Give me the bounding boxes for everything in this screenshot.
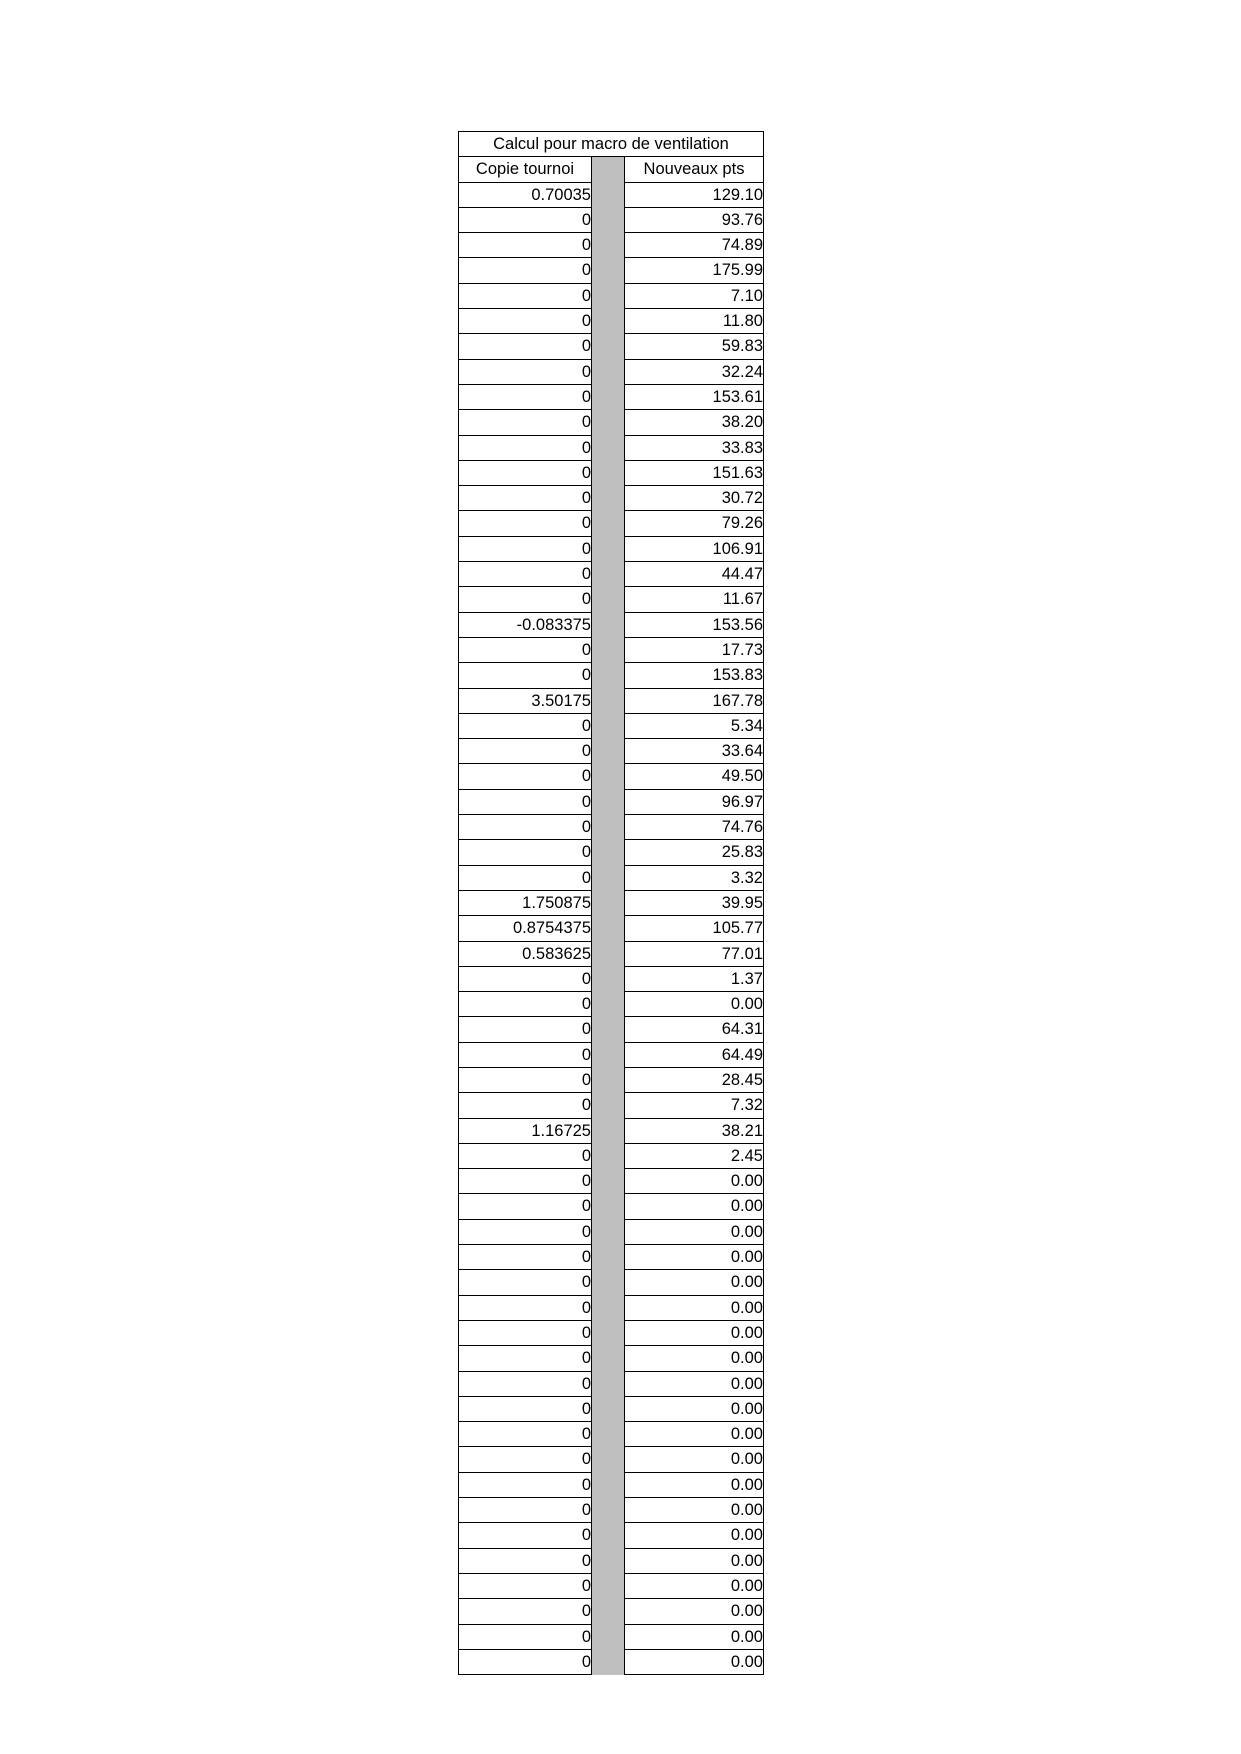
cell-copie-tournoi[interactable]: 0 bbox=[459, 815, 592, 840]
separator-strip bbox=[592, 587, 625, 612]
cell-nouveaux-pts[interactable]: 153.61 bbox=[625, 384, 764, 409]
separator-strip bbox=[592, 359, 625, 384]
cell-nouveaux-pts[interactable]: 0.00 bbox=[625, 1270, 764, 1295]
separator-strip bbox=[592, 410, 625, 435]
cell-copie-tournoi[interactable]: 0 bbox=[459, 1599, 592, 1624]
cell-nouveaux-pts[interactable]: 0.00 bbox=[625, 1219, 764, 1244]
cell-nouveaux-pts[interactable]: 30.72 bbox=[625, 486, 764, 511]
separator-strip bbox=[592, 435, 625, 460]
cell-nouveaux-pts[interactable]: 11.67 bbox=[625, 587, 764, 612]
cell-nouveaux-pts[interactable]: 93.76 bbox=[625, 207, 764, 232]
table-row bbox=[459, 1320, 764, 1345]
cell-nouveaux-pts[interactable]: 64.31 bbox=[625, 1017, 764, 1042]
cell-copie-tournoi[interactable]: 0 bbox=[459, 1649, 592, 1674]
table-row bbox=[459, 1346, 764, 1371]
table-row bbox=[459, 1143, 764, 1168]
cell-nouveaux-pts[interactable]: 77.01 bbox=[625, 941, 764, 966]
cell-nouveaux-pts[interactable]: 1.37 bbox=[625, 966, 764, 991]
table-row bbox=[459, 612, 764, 637]
cell-nouveaux-pts[interactable]: 0.00 bbox=[625, 1447, 764, 1472]
cell-copie-tournoi[interactable]: 0 bbox=[459, 1498, 592, 1523]
table-row bbox=[459, 384, 764, 409]
table-row bbox=[459, 182, 764, 207]
cell-copie-tournoi[interactable]: 0 bbox=[459, 1523, 592, 1548]
separator-strip bbox=[592, 612, 625, 637]
cell-nouveaux-pts[interactable]: 0.00 bbox=[625, 1624, 764, 1649]
separator-strip bbox=[592, 258, 625, 283]
separator-strip bbox=[592, 1498, 625, 1523]
table-row bbox=[459, 1472, 764, 1497]
cell-nouveaux-pts[interactable]: 0.00 bbox=[625, 1422, 764, 1447]
table-row bbox=[459, 1169, 764, 1194]
table-row bbox=[459, 764, 764, 789]
table-row bbox=[459, 1245, 764, 1270]
table-row bbox=[459, 587, 764, 612]
separator-strip bbox=[592, 207, 625, 232]
separator-strip bbox=[592, 1270, 625, 1295]
table-row bbox=[459, 789, 764, 814]
cell-nouveaux-pts[interactable]: 0.00 bbox=[625, 1649, 764, 1674]
table-row bbox=[459, 890, 764, 915]
cell-nouveaux-pts[interactable]: 0.00 bbox=[625, 1245, 764, 1270]
cell-nouveaux-pts[interactable]: 167.78 bbox=[625, 688, 764, 713]
cell-nouveaux-pts[interactable]: 3.32 bbox=[625, 865, 764, 890]
cell-copie-tournoi[interactable]: 0 bbox=[459, 233, 592, 258]
cell-nouveaux-pts[interactable]: 96.97 bbox=[625, 789, 764, 814]
separator-strip bbox=[592, 1169, 625, 1194]
table-row bbox=[459, 1371, 764, 1396]
cell-copie-tournoi[interactable]: 0 bbox=[459, 435, 592, 460]
cell-copie-tournoi[interactable]: 0 bbox=[459, 486, 592, 511]
cell-nouveaux-pts[interactable]: 11.80 bbox=[625, 309, 764, 334]
separator-strip bbox=[592, 865, 625, 890]
ventilation-table bbox=[458, 131, 764, 1675]
cell-nouveaux-pts[interactable]: 64.49 bbox=[625, 1042, 764, 1067]
cell-copie-tournoi[interactable]: 0 bbox=[459, 865, 592, 890]
table-row bbox=[459, 1498, 764, 1523]
separator-strip bbox=[592, 1573, 625, 1598]
separator-strip bbox=[592, 233, 625, 258]
cell-copie-tournoi[interactable]: 0 bbox=[459, 384, 592, 409]
separator-strip bbox=[592, 1649, 625, 1674]
header-row bbox=[459, 157, 764, 182]
table-title: Calcul pour macro de ventilation bbox=[459, 132, 764, 157]
cell-nouveaux-pts[interactable]: 105.77 bbox=[625, 916, 764, 941]
cell-copie-tournoi[interactable]: 0 bbox=[459, 992, 592, 1017]
separator-strip bbox=[592, 688, 625, 713]
separator-strip bbox=[592, 1472, 625, 1497]
cell-nouveaux-pts[interactable]: 0.00 bbox=[625, 1498, 764, 1523]
table-row bbox=[459, 1067, 764, 1092]
separator-strip bbox=[592, 992, 625, 1017]
table-row bbox=[459, 511, 764, 536]
cell-copie-tournoi[interactable]: 1.750875 bbox=[459, 890, 592, 915]
cell-copie-tournoi[interactable]: 0 bbox=[459, 1067, 592, 1092]
cell-nouveaux-pts[interactable]: 0.00 bbox=[625, 1396, 764, 1421]
cell-copie-tournoi[interactable]: 0 bbox=[459, 637, 592, 662]
table-row bbox=[459, 1548, 764, 1573]
cell-copie-tournoi[interactable]: 0 bbox=[459, 1017, 592, 1042]
table-row bbox=[459, 1295, 764, 1320]
cell-nouveaux-pts[interactable]: 39.95 bbox=[625, 890, 764, 915]
separator-strip bbox=[592, 1295, 625, 1320]
table-row bbox=[459, 966, 764, 991]
table-row bbox=[459, 739, 764, 764]
cell-copie-tournoi[interactable]: 0 bbox=[459, 1447, 592, 1472]
table-row bbox=[459, 1270, 764, 1295]
separator-strip bbox=[592, 334, 625, 359]
separator-strip bbox=[592, 764, 625, 789]
cell-copie-tournoi[interactable]: 1.16725 bbox=[459, 1118, 592, 1143]
separator-strip bbox=[592, 1245, 625, 1270]
separator-strip bbox=[592, 789, 625, 814]
cell-copie-tournoi[interactable]: 0 bbox=[459, 1422, 592, 1447]
cell-copie-tournoi[interactable]: 0 bbox=[459, 359, 592, 384]
cell-nouveaux-pts[interactable]: 33.64 bbox=[625, 739, 764, 764]
cell-nouveaux-pts[interactable]: 2.45 bbox=[625, 1143, 764, 1168]
cell-copie-tournoi[interactable]: 0 bbox=[459, 1295, 592, 1320]
cell-copie-tournoi[interactable]: 0 bbox=[459, 562, 592, 587]
cell-nouveaux-pts[interactable]: 0.00 bbox=[625, 1472, 764, 1497]
column-header-copie-tournoi: Copie tournoi bbox=[459, 157, 592, 182]
table-row bbox=[459, 460, 764, 485]
table-row bbox=[459, 637, 764, 662]
cell-nouveaux-pts[interactable]: 5.34 bbox=[625, 713, 764, 738]
cell-copie-tournoi[interactable]: 0 bbox=[459, 1042, 592, 1067]
separator-strip bbox=[592, 941, 625, 966]
cell-copie-tournoi[interactable]: 0 bbox=[459, 1245, 592, 1270]
table-row bbox=[459, 1573, 764, 1598]
table-row bbox=[459, 1396, 764, 1421]
cell-copie-tournoi[interactable]: 0 bbox=[459, 309, 592, 334]
cell-copie-tournoi[interactable]: 0 bbox=[459, 1169, 592, 1194]
table-row bbox=[459, 916, 764, 941]
cell-nouveaux-pts[interactable]: 59.83 bbox=[625, 334, 764, 359]
cell-nouveaux-pts[interactable]: 74.89 bbox=[625, 233, 764, 258]
cell-copie-tournoi[interactable]: 0 bbox=[459, 663, 592, 688]
cell-copie-tournoi[interactable]: 3.50175 bbox=[459, 688, 592, 713]
separator-strip bbox=[592, 1599, 625, 1624]
separator-strip bbox=[592, 815, 625, 840]
cell-nouveaux-pts[interactable]: 0.00 bbox=[625, 1599, 764, 1624]
separator-strip bbox=[592, 562, 625, 587]
cell-copie-tournoi[interactable]: 0 bbox=[459, 1320, 592, 1345]
cell-copie-tournoi[interactable]: 0 bbox=[459, 536, 592, 561]
cell-copie-tournoi[interactable]: 0 bbox=[459, 1548, 592, 1573]
table-row bbox=[459, 334, 764, 359]
separator-strip bbox=[592, 966, 625, 991]
separator-strip bbox=[592, 1396, 625, 1421]
separator-strip bbox=[592, 1422, 625, 1447]
cell-nouveaux-pts[interactable]: 153.56 bbox=[625, 612, 764, 637]
separator-strip bbox=[592, 840, 625, 865]
cell-copie-tournoi[interactable]: 0 bbox=[459, 460, 592, 485]
separator-strip bbox=[592, 157, 625, 182]
table-row bbox=[459, 713, 764, 738]
separator-strip bbox=[592, 916, 625, 941]
separator-strip bbox=[592, 1523, 625, 1548]
separator-strip bbox=[592, 1017, 625, 1042]
table-row bbox=[459, 1624, 764, 1649]
separator-strip bbox=[592, 637, 625, 662]
separator-strip bbox=[592, 1067, 625, 1092]
table-body bbox=[459, 132, 764, 1675]
table-row bbox=[459, 562, 764, 587]
separator-strip bbox=[592, 713, 625, 738]
separator-strip bbox=[592, 1320, 625, 1345]
separator-strip bbox=[592, 1447, 625, 1472]
cell-nouveaux-pts[interactable]: 0.00 bbox=[625, 1295, 764, 1320]
separator-strip bbox=[592, 536, 625, 561]
separator-strip bbox=[592, 182, 625, 207]
cell-copie-tournoi[interactable]: 0 bbox=[459, 1371, 592, 1396]
cell-nouveaux-pts[interactable]: 7.32 bbox=[625, 1093, 764, 1118]
table-row bbox=[459, 486, 764, 511]
table-row bbox=[459, 941, 764, 966]
cell-copie-tournoi[interactable]: 0 bbox=[459, 764, 592, 789]
table-row bbox=[459, 435, 764, 460]
separator-strip bbox=[592, 1346, 625, 1371]
cell-copie-tournoi[interactable]: 0 bbox=[459, 840, 592, 865]
separator-strip bbox=[592, 309, 625, 334]
cell-copie-tournoi[interactable]: 0 bbox=[459, 207, 592, 232]
cell-copie-tournoi[interactable]: 0 bbox=[459, 1573, 592, 1598]
separator-strip bbox=[592, 460, 625, 485]
cell-nouveaux-pts[interactable]: 44.47 bbox=[625, 562, 764, 587]
table-row bbox=[459, 1017, 764, 1042]
table-row bbox=[459, 233, 764, 258]
table-row bbox=[459, 1093, 764, 1118]
separator-strip bbox=[592, 1219, 625, 1244]
table-row bbox=[459, 1118, 764, 1143]
table-row bbox=[459, 1523, 764, 1548]
cell-nouveaux-pts[interactable]: 17.73 bbox=[625, 637, 764, 662]
table-row bbox=[459, 992, 764, 1017]
table-row bbox=[459, 1194, 764, 1219]
cell-copie-tournoi[interactable]: 0 bbox=[459, 1472, 592, 1497]
cell-copie-tournoi[interactable]: 0 bbox=[459, 1346, 592, 1371]
spreadsheet-region bbox=[458, 131, 763, 1675]
separator-strip bbox=[592, 1118, 625, 1143]
cell-nouveaux-pts[interactable]: 0.00 bbox=[625, 1523, 764, 1548]
cell-copie-tournoi[interactable]: 0 bbox=[459, 739, 592, 764]
title-row bbox=[459, 132, 764, 157]
separator-strip bbox=[592, 890, 625, 915]
cell-nouveaux-pts[interactable]: 106.91 bbox=[625, 536, 764, 561]
cell-copie-tournoi[interactable]: 0 bbox=[459, 966, 592, 991]
cell-nouveaux-pts[interactable]: 28.45 bbox=[625, 1067, 764, 1092]
cell-copie-tournoi[interactable]: -0.083375 bbox=[459, 612, 592, 637]
table-row bbox=[459, 1649, 764, 1674]
cell-nouveaux-pts[interactable]: 38.20 bbox=[625, 410, 764, 435]
cell-copie-tournoi[interactable]: 0.8754375 bbox=[459, 916, 592, 941]
cell-nouveaux-pts[interactable]: 74.76 bbox=[625, 815, 764, 840]
cell-copie-tournoi[interactable]: 0 bbox=[459, 587, 592, 612]
separator-strip bbox=[592, 486, 625, 511]
separator-strip bbox=[592, 511, 625, 536]
cell-copie-tournoi[interactable]: 0 bbox=[459, 1396, 592, 1421]
separator-strip bbox=[592, 384, 625, 409]
cell-nouveaux-pts[interactable]: 0.00 bbox=[625, 1346, 764, 1371]
cell-nouveaux-pts[interactable]: 0.00 bbox=[625, 1573, 764, 1598]
cell-nouveaux-pts[interactable]: 0.00 bbox=[625, 1548, 764, 1573]
column-header-nouveaux-pts: Nouveaux pts bbox=[625, 157, 764, 182]
table-row bbox=[459, 1447, 764, 1472]
cell-copie-tournoi[interactable]: 0 bbox=[459, 1093, 592, 1118]
table-row bbox=[459, 258, 764, 283]
cell-copie-tournoi[interactable]: 0 bbox=[459, 1194, 592, 1219]
table-row bbox=[459, 359, 764, 384]
cell-nouveaux-pts[interactable]: 32.24 bbox=[625, 359, 764, 384]
separator-strip bbox=[592, 663, 625, 688]
cell-copie-tournoi[interactable]: 0 bbox=[459, 283, 592, 308]
cell-nouveaux-pts[interactable]: 79.26 bbox=[625, 511, 764, 536]
cell-nouveaux-pts[interactable]: 0.00 bbox=[625, 1320, 764, 1345]
separator-strip bbox=[592, 1371, 625, 1396]
cell-nouveaux-pts[interactable]: 153.83 bbox=[625, 663, 764, 688]
table-row bbox=[459, 663, 764, 688]
cell-copie-tournoi[interactable]: 0.583625 bbox=[459, 941, 592, 966]
table-row bbox=[459, 283, 764, 308]
cell-nouveaux-pts[interactable]: 38.21 bbox=[625, 1118, 764, 1143]
cell-copie-tournoi[interactable]: 0 bbox=[459, 258, 592, 283]
cell-nouveaux-pts[interactable]: 0.00 bbox=[625, 992, 764, 1017]
separator-strip bbox=[592, 1093, 625, 1118]
cell-copie-tournoi[interactable]: 0 bbox=[459, 713, 592, 738]
separator-strip bbox=[592, 739, 625, 764]
cell-copie-tournoi[interactable]: 0 bbox=[459, 1624, 592, 1649]
cell-nouveaux-pts[interactable]: 151.63 bbox=[625, 460, 764, 485]
cell-copie-tournoi[interactable]: 0 bbox=[459, 1219, 592, 1244]
table-row bbox=[459, 207, 764, 232]
cell-copie-tournoi[interactable]: 0 bbox=[459, 1270, 592, 1295]
separator-strip bbox=[592, 1143, 625, 1168]
cell-nouveaux-pts[interactable]: 175.99 bbox=[625, 258, 764, 283]
table-row bbox=[459, 1042, 764, 1067]
cell-nouveaux-pts[interactable]: 25.83 bbox=[625, 840, 764, 865]
separator-strip bbox=[592, 1042, 625, 1067]
cell-copie-tournoi[interactable]: 0 bbox=[459, 410, 592, 435]
cell-nouveaux-pts[interactable]: 33.83 bbox=[625, 435, 764, 460]
table-row bbox=[459, 536, 764, 561]
cell-copie-tournoi[interactable]: 0 bbox=[459, 1143, 592, 1168]
cell-copie-tournoi[interactable]: 0 bbox=[459, 789, 592, 814]
cell-nouveaux-pts[interactable]: 49.50 bbox=[625, 764, 764, 789]
cell-copie-tournoi[interactable]: 0 bbox=[459, 334, 592, 359]
cell-copie-tournoi[interactable]: 0.70035 bbox=[459, 182, 592, 207]
table-row bbox=[459, 840, 764, 865]
separator-strip bbox=[592, 1548, 625, 1573]
table-row bbox=[459, 1599, 764, 1624]
cell-nouveaux-pts[interactable]: 0.00 bbox=[625, 1169, 764, 1194]
cell-copie-tournoi[interactable]: 0 bbox=[459, 511, 592, 536]
table-row bbox=[459, 1219, 764, 1244]
table-row bbox=[459, 410, 764, 435]
cell-nouveaux-pts[interactable]: 0.00 bbox=[625, 1371, 764, 1396]
cell-nouveaux-pts[interactable]: 7.10 bbox=[625, 283, 764, 308]
cell-nouveaux-pts[interactable]: 129.10 bbox=[625, 182, 764, 207]
table-row bbox=[459, 1422, 764, 1447]
cell-nouveaux-pts[interactable]: 0.00 bbox=[625, 1194, 764, 1219]
table-row bbox=[459, 815, 764, 840]
separator-strip bbox=[592, 283, 625, 308]
separator-strip bbox=[592, 1624, 625, 1649]
table-row bbox=[459, 865, 764, 890]
table-row bbox=[459, 309, 764, 334]
table-row bbox=[459, 688, 764, 713]
separator-strip bbox=[592, 1194, 625, 1219]
